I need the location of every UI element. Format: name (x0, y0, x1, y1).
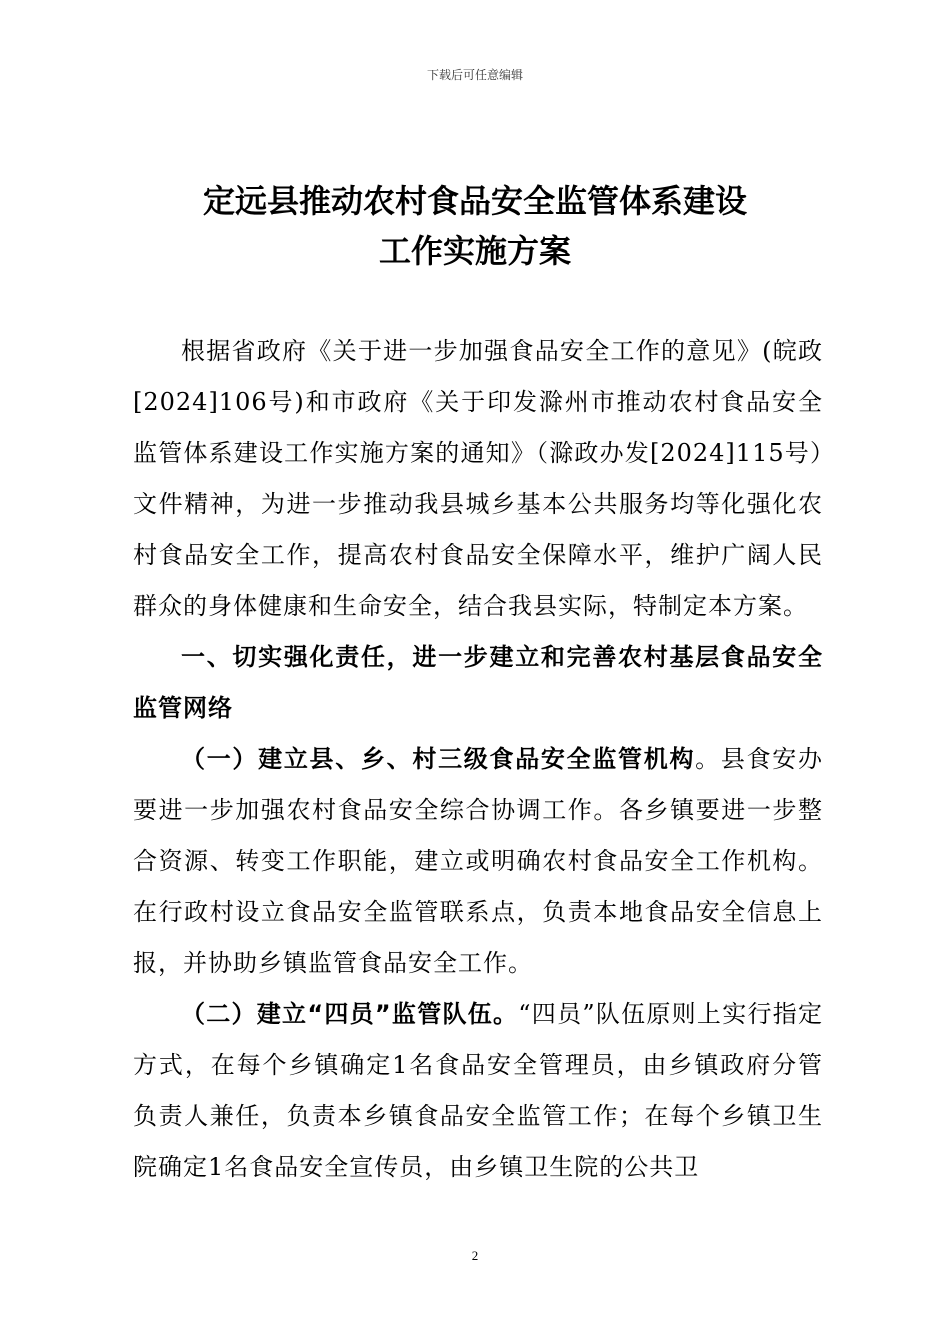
title-line-1: 定远县推动农村食品安全监管体系建设 (202, 182, 747, 220)
document-body (133, 326, 823, 1193)
item-1-paragraph (133, 734, 823, 989)
intro-paragraph: 根据省政府《关于进一步加强食品安全工作的意见》(皖政[2024]106号)和市政府《关于印发滁州市推动农村食品安全监管体系建设工作实施方案的通知》（滁政办发[2024]115号）文件精神，为进一步推动我县城乡基本公共服务均等化强化农村食品安全工作，提高农村食品安全保障水平，维护广阔人民群众的身体健康和生命安全，结合我县实际，特制定本方案。 (133, 337, 823, 620)
page-number: 2 (471, 1248, 479, 1263)
header-note: 下载后可任意编辑 (426, 68, 523, 82)
item-1-text: 。县食安办要进一步加强农村食品安全综合协调工作。各乡镇要进一步整合资源、转变工作职能，建立或明确农村食品安全工作机构。在行政村设立食品安全监管联系点，负责本地食品安全信息上报，并协助乡镇监管食品安全工作。 (133, 745, 824, 977)
section-1-heading: 一、切实强化责任，进一步建立和完善农村基层食品安全监管网络 (133, 643, 823, 722)
item-2-paragraph (133, 989, 823, 1193)
item-1-heading: （一）建立县、乡、村三级食品安全监管机构 (181, 745, 696, 773)
document-title (0, 176, 950, 276)
item-2-heading: （二）建立“四员”监管队伍。 (181, 1000, 519, 1028)
item-2-text: “四员”队伍原则上实行指定方式，在每个乡镇确定1名食品安全管理员，由乡镇政府分管负责人兼任，负责本乡镇食品安全监管工作；在每个乡镇卫生院确定1名食品安全宣传员，由乡镇卫生院的公共卫 (133, 1000, 823, 1181)
title-line-2: 工作实施方案 (378, 232, 571, 270)
